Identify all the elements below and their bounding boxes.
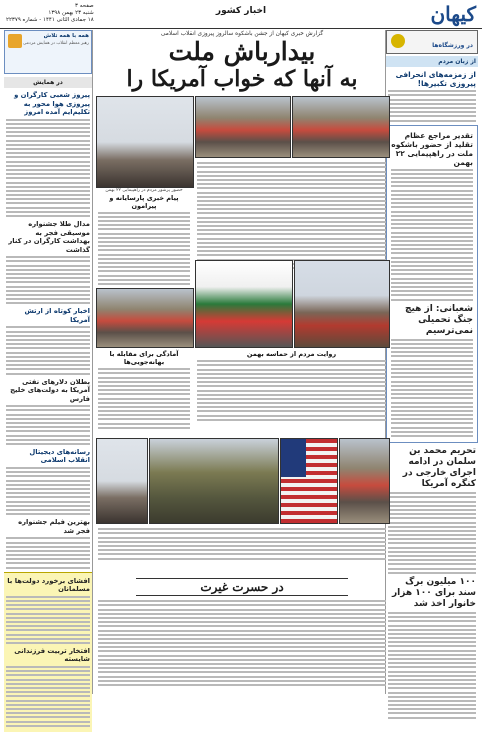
- left-yellow-box: [4, 572, 92, 732]
- advert-title: همه با همه تلاش: [43, 33, 89, 39]
- article-lines: [388, 90, 476, 121]
- article-block-1: [195, 160, 388, 272]
- column-title-1: پیام خبری پارسایانه و پیرامون: [109, 193, 179, 210]
- article-lines: [6, 666, 90, 727]
- bottom-section-title: در حسرت غیرت: [136, 578, 348, 596]
- left-title-3: اخبار کوتاه از ارتش آمریکا: [24, 307, 90, 324]
- article-lines: [391, 169, 473, 301]
- left-title-2: مدال طلا جشنواره موسیقی فجر به بهداشت کارگران در کنار گذاشت: [8, 220, 90, 254]
- left-sidebar: [4, 30, 93, 694]
- column-title-2: آمادگی برای مقابله با بهانه‌جویی‌ها: [109, 350, 179, 366]
- kicker: گزارش خبری کیهان از جشن باشکوه سالروز پیروزی انقلاب اسلامی: [160, 31, 324, 37]
- left-title-4: بطلان دلارهای نفتی آمریکا به دولت‌های خلیج فارس: [10, 377, 90, 403]
- main-column: [96, 30, 388, 694]
- sidebar-title-1: از زمزمه‌های انحرافی پیروزی تکبیرها!: [395, 70, 476, 88]
- article-lines: [98, 600, 386, 686]
- masthead: [0, 0, 482, 29]
- left-title-1: پیروز شعبی‌ کارگران و پیروزی هوا محور به تکلیم‌ایم آمده امروز: [14, 91, 90, 116]
- article-lines: [388, 492, 476, 574]
- article-lines: [98, 528, 386, 559]
- sidebar-headbar: از زبان مردم: [386, 56, 478, 67]
- article-lines: [6, 537, 90, 568]
- photo-caption: حضور پرشور مردم در راهپیمایی ۲۲ بهمن: [105, 188, 183, 193]
- section-name: اخبار کشور: [215, 6, 267, 16]
- article-block-3: [96, 350, 192, 432]
- sun-icon: [391, 34, 405, 48]
- kayhan-logo: کیهان: [430, 2, 476, 26]
- monument-photo: [96, 438, 148, 524]
- sidebar-box: [386, 125, 478, 444]
- article-lines: [197, 360, 386, 421]
- burning-flag-photo: [280, 438, 338, 524]
- article-lines: [6, 119, 90, 217]
- top-label: در ورزشگاه‌ها: [432, 42, 473, 49]
- date-hijri: ۱۸ جمادی الثانی ۱۴۴۱ - شماره ۲۲۳۷۹: [6, 17, 94, 23]
- article-block-4: [195, 350, 388, 424]
- page-number: صفحه ۳: [75, 3, 94, 9]
- sidebar-title-5: ۱۰۰ میلیون برگ سند برای ۱۰۰ هزار خانوار اخذ شد: [391, 576, 476, 609]
- soldiers-photo: [149, 438, 279, 524]
- sidebar-title-4: تحریم محمد بن سلمان در ادامه اجرای خارجی در کنگره آمریکا: [402, 446, 476, 489]
- column-title-3: روایت مردم از حماسه بهمن: [246, 350, 337, 358]
- left-title-7: افشای برخورد دولت‌ها با مسلمانان: [7, 576, 90, 594]
- crowd-photo-1: [195, 96, 291, 158]
- crowd-photo-3: [96, 288, 194, 348]
- date-persian: شنبه ۲۳ بهمن ۱۳۹۸: [48, 10, 94, 16]
- headline-line-2: به آنها که خواب آمریکا را: [126, 66, 358, 92]
- article-lines: [98, 212, 190, 285]
- article-lines: [6, 256, 90, 304]
- article-lines: [6, 467, 90, 515]
- sidebar-title-2: تقدیر مراجع عظام تقلید از حضور باشکوه ملت در راهپیمایی ۲۲ بهمن: [391, 130, 473, 167]
- azadi-tower-photo: [96, 96, 194, 188]
- article-lines: [197, 162, 386, 269]
- headline-line-1: بیدارباش ملت: [168, 37, 316, 66]
- article-block-6: [96, 598, 388, 689]
- advert-text: رهبر معظم انقلاب در همایش مردمی: [23, 41, 89, 46]
- left-title-6: بهترین فیلم جشنواره فجر شد: [18, 518, 90, 535]
- article-block-2: [96, 188, 192, 288]
- article-lines: [6, 405, 90, 445]
- right-sidebar: [385, 30, 478, 694]
- advert-box: [4, 30, 92, 74]
- article-lines: [6, 326, 90, 374]
- left-title-5: رسانه‌های دیجیتال انقلاب اسلامی: [29, 447, 90, 465]
- page-info: [6, 3, 94, 24]
- left-banner: در همایش: [4, 77, 92, 88]
- officials-photo: [195, 260, 293, 348]
- article-lines: [98, 368, 190, 429]
- article-lines: [388, 612, 476, 719]
- article-block-5: [96, 526, 388, 563]
- sidebar-top-box: [386, 30, 478, 54]
- crowd-photo-2: [292, 96, 390, 158]
- article-lines: [391, 339, 473, 437]
- street-march-photo: [294, 260, 390, 348]
- crowd-photo-4: [339, 438, 390, 524]
- left-title-8: افتخار تربیت فرزندانی شایسته: [14, 646, 90, 664]
- gift-icon: [8, 34, 22, 48]
- article-lines: [6, 596, 90, 644]
- sidebar-title-3: شعبانی: از هیچ جنگ تحمیلی نمی‌ترسیم: [404, 303, 473, 336]
